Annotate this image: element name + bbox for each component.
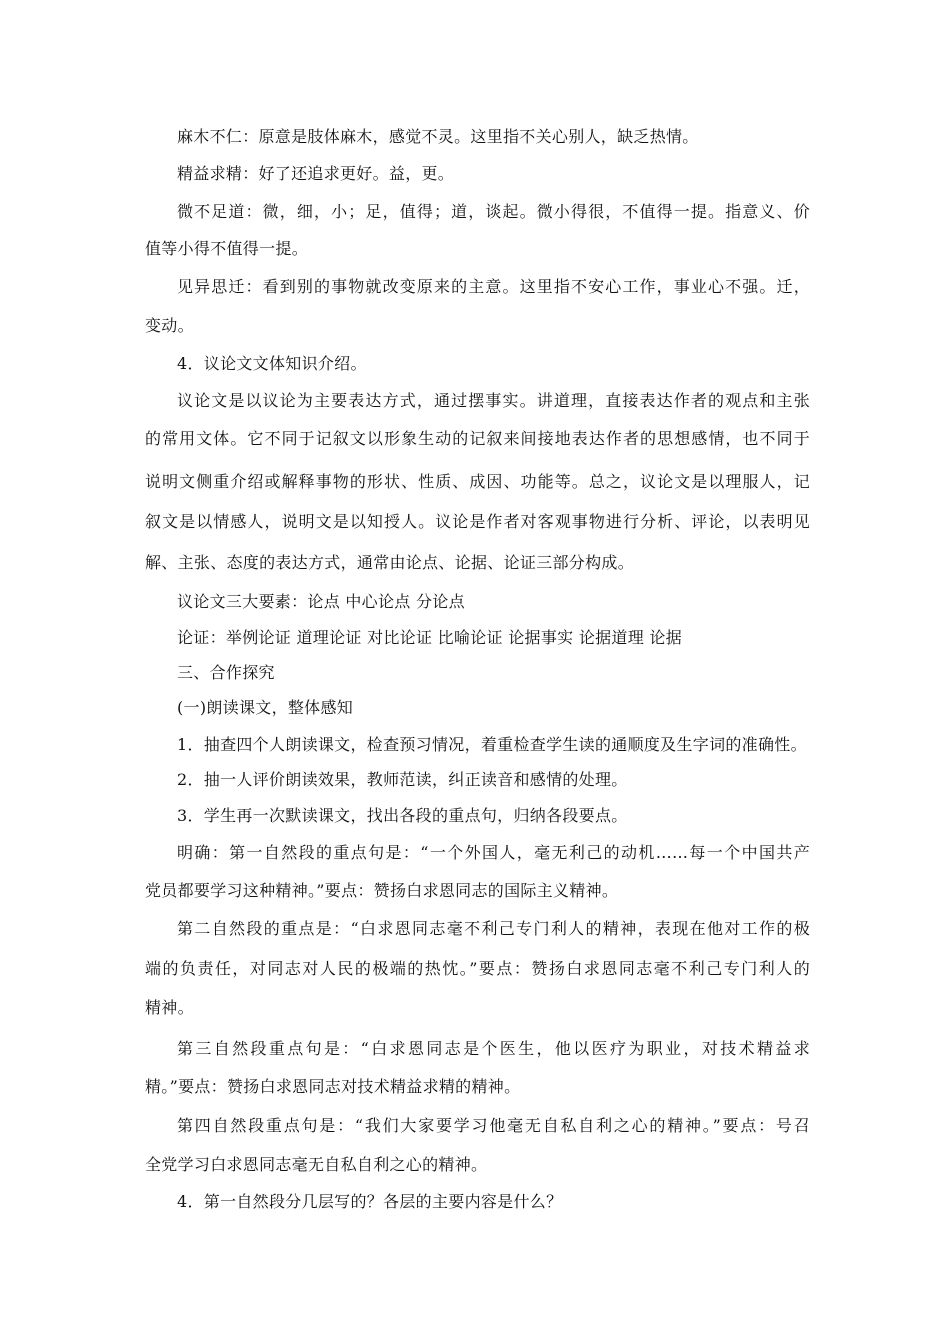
paragraph-argumentative-essay: 叙文是以情感人，说明文是以知授人。议论是作者对客观事物进行分析、评论，以表明见 <box>145 512 810 531</box>
paragraph-one-keypoint-cont: 党员都要学习这种精神。”要点：赞扬白求恩同志的国际主义精神。 <box>145 881 619 900</box>
paragraph-two-keypoint-end: 精神。 <box>145 998 194 1017</box>
definition-jianyi-siqian-cont: 变动。 <box>145 316 194 335</box>
paragraph-three-keypoint: 第三自然段重点句是：“白求恩同志是个医生，他以医疗为职业，对技术精益求 <box>177 1039 810 1058</box>
paragraph-three-keypoint-cont: 精。”要点：赞扬白求恩同志对技术精益求精的精神。 <box>145 1077 521 1096</box>
paragraph-one-keypoint: 明确：第一自然段的重点句是：“一个外国人，毫无利己的动机……每一个中国共产 <box>177 843 810 862</box>
paragraph-argumentative-essay: 说明文侧重介绍或解释事物的形状、性质、成因、功能等。总之，议论文是以理服人，记 <box>145 472 810 491</box>
subsection-heading-reading: (一)朗读课文，整体感知 <box>177 698 354 717</box>
argument-types-line: 论证：举例论证 道理论证 对比论证 比喻论证 论据事实 论据道理 论据 <box>177 628 683 647</box>
definition-mamu-buren: 麻木不仁：原意是肢体麻木，感觉不灵。这里指不关心别人，缺乏热情。 <box>177 127 699 146</box>
three-elements-line: 议论文三大要素：论点 中心论点 分论点 <box>177 592 465 611</box>
definition-jingyi-qiujing: 精益求精：好了还追求更好。益，更。 <box>177 164 455 183</box>
definition-jianyi-siqian: 见异思迁：看到别的事物就改变原来的主意。这里指不安心工作，事业心不强。迁， <box>177 277 810 296</box>
paragraph-two-keypoint: 第二自然段的重点是：“白求恩同志毫不利己专门利人的精神，表现在他对工作的极 <box>177 919 810 938</box>
definition-weibu-zudao: 微不足道：微，细，小；足，值得；道，谈起。微小得很，不值得一提。指意义、价 <box>177 202 810 221</box>
step-3: 3．学生再一次默读课文，找出各段的重点句，归纳各段要点。 <box>177 806 628 825</box>
paragraph-four-keypoint: 第四自然段重点句是：“我们大家要学习他毫无自私自利之心的精神。”要点：号召 <box>177 1116 810 1135</box>
step-2: 2．抽一人评价朗读效果，教师范读，纠正读音和感情的处理。 <box>177 770 628 789</box>
paragraph-argumentative-essay: 议论文是以议论为主要表达方式，通过摆事实。讲道理，直接表达作者的观点和主张 <box>177 391 810 410</box>
paragraph-argumentative-essay: 解、主张、态度的表达方式，通常由论点、论据、论证三部分构成。 <box>145 553 635 572</box>
definition-weibu-zudao-cont: 值等小得不值得一提。 <box>145 239 309 258</box>
section-heading-cooperative-inquiry: 三、合作探究 <box>177 663 275 682</box>
paragraph-argumentative-essay: 的常用文体。它不同于记叙文以形象生动的记叙来间接地表达作者的思想感情，也不同于 <box>145 429 810 448</box>
paragraph-two-keypoint-cont: 端的负责任，对同志对人民的极端的热忱。”要点：赞扬白求恩同志毫不利己专门利人的 <box>145 959 810 978</box>
step-4-question: 4．第一自然段分几层写的？各层的主要内容是什么？ <box>177 1192 563 1211</box>
paragraph-four-keypoint-cont: 全党学习白求恩同志毫无自私自利之心的精神。 <box>145 1155 488 1174</box>
section-heading-genre-intro: 4．议论文文体知识介绍。 <box>177 354 367 373</box>
step-1: 1．抽查四个人朗读课文，检查预习情况，着重检查学生读的通顺度及生字词的准确性。 <box>177 735 807 754</box>
